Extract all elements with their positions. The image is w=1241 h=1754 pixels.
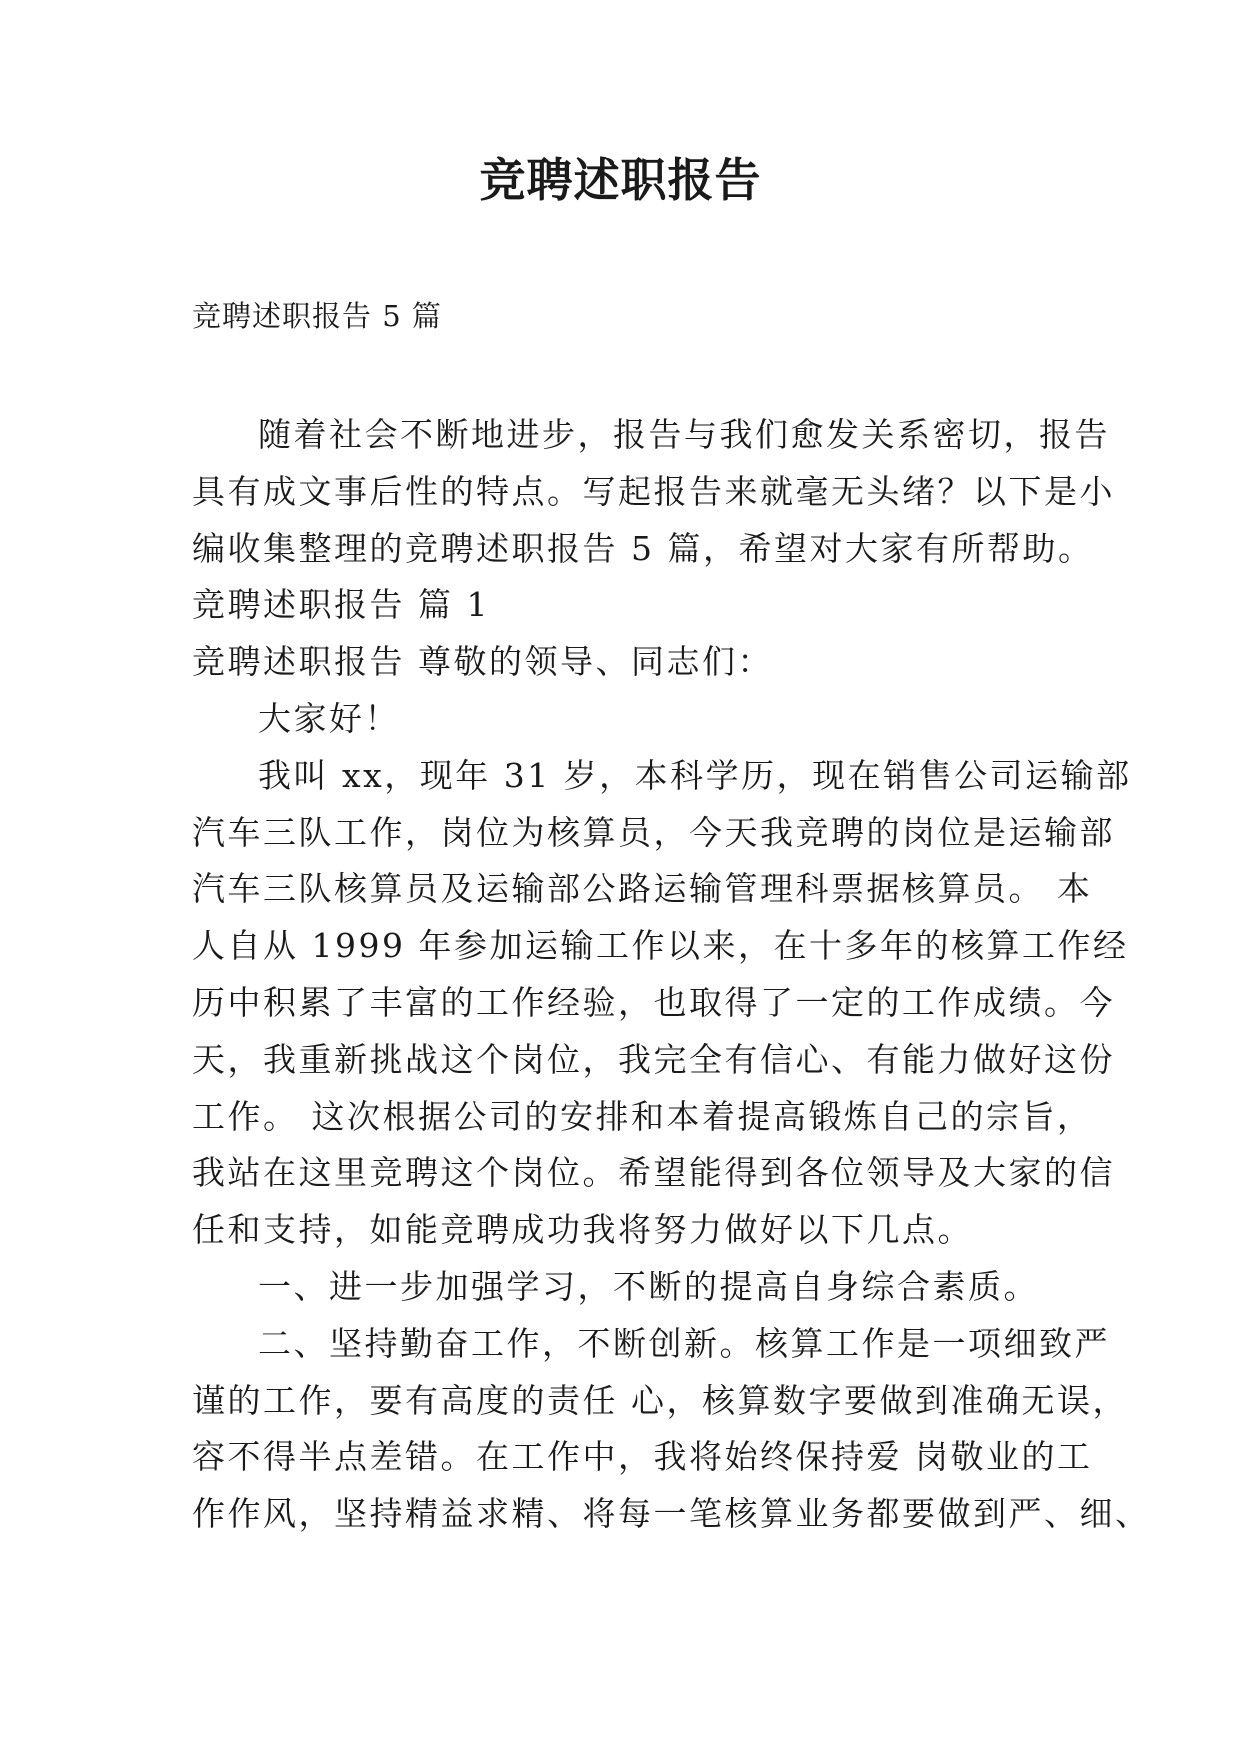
body-line: 二、坚持勤奋工作，不断创新。核算工作是一项细致严 — [258, 1323, 1110, 1363]
body-line: 编收集整理的竞聘述职报告 5 篇，希望对大家有所帮助。 — [192, 528, 1094, 568]
body-line: 容不得半点差错。在工作中，我将始终保持爱 岗敬业的工 — [192, 1437, 1093, 1477]
body-line: 一、进一步加强学习，不断的提高自身综合素质。 — [258, 1266, 1039, 1306]
body-line: 随着社会不断地进步，报告与我们愈发关系密切，报告 — [258, 415, 1110, 454]
body-line: 具有成文事后性的特点。写起报告来就毫无头绪？以下是小 — [192, 471, 1115, 511]
body-line: 我站在这里竞聘这个岗位。希望能得到各位领导及大家的信 — [192, 1153, 1115, 1193]
body-line: 工作。 这次根据公司的安排和本着提高锻炼自己的宗旨， — [192, 1096, 1093, 1136]
document-subtitle: 竞聘述职报告 5 篇 — [192, 299, 442, 333]
body-line: 历中积累了丰富的工作经验，也取得了一定的工作成绩。今 — [192, 982, 1115, 1022]
body-line: 谨的工作，要有高度的责任 心，核算数字要做到准确无误， — [192, 1380, 1128, 1420]
body-line: 竞聘述职报告 尊敬的领导、同志们： — [192, 642, 773, 682]
document-body — [192, 407, 1151, 1543]
body-line: 大家好！ — [258, 698, 400, 738]
body-line: 人自从 1999 年参加运输工作以来，在十多年的核算工作经 — [192, 926, 1129, 966]
body-line: 汽车三队核算员及运输部公路运输管理科票据核算员。 本 — [192, 869, 1093, 909]
body-line: 汽车三队工作，岗位为核算员，今天我竞聘的岗位是运输部 — [192, 812, 1115, 852]
body-line: 天，我重新挑战这个岗位，我完全有信心、有能力做好这份 — [192, 1039, 1115, 1079]
body-line: 我叫 xx，现年 31 岁，本科学历，现在销售公司运输部 — [258, 755, 1132, 795]
body-line: 竞聘述职报告 篇 1 — [192, 585, 490, 625]
document-title: 竞聘述职报告 — [479, 153, 762, 207]
body-line: 任和支持，如能竞聘成功我将努力做好以下几点。 — [192, 1210, 973, 1250]
body-line: 作作风，坚持精益求精、将每一笔核算业务都要做到严、细、 — [192, 1494, 1151, 1534]
